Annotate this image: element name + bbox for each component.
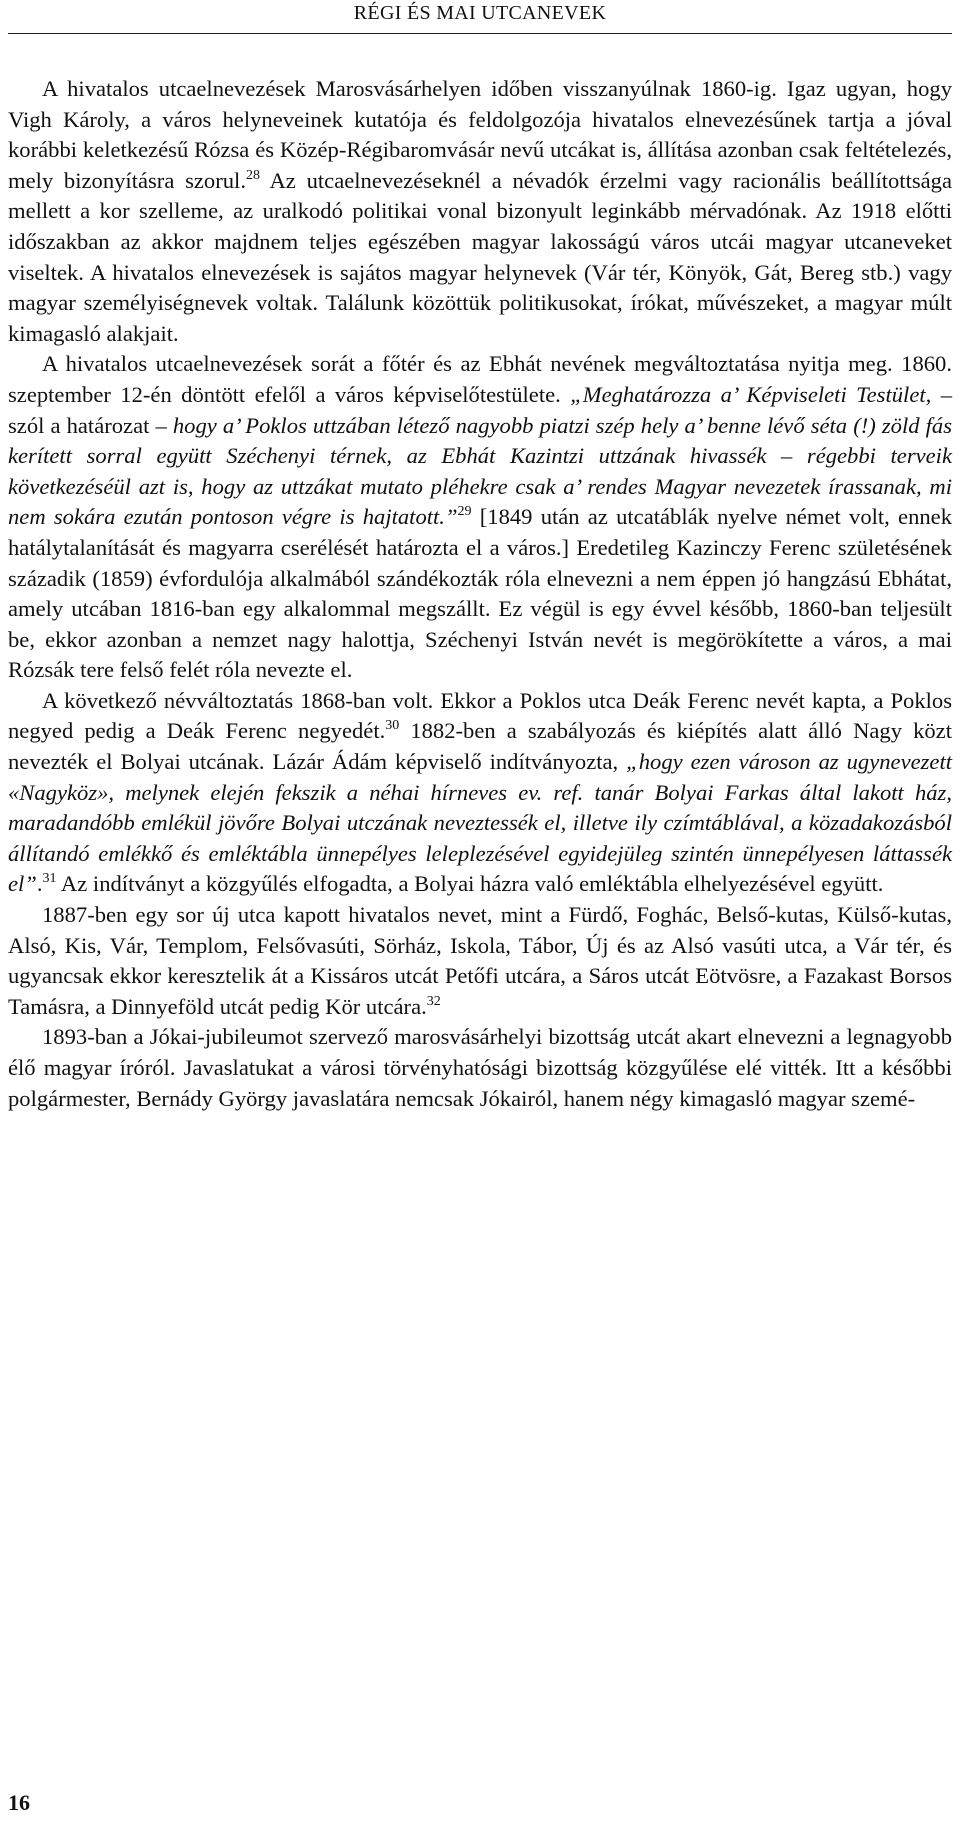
quoted-text: „Meghatározza a’ Képviseleti Testület,	[570, 381, 932, 407]
text-run: [1849 után az utcatáblák nyelve német volt, ennek hatálytalanítását és magyarra cserélését határozta el a város.] Eredetileg Kazinczy Ferenc születésének századik (1859) évfordulója alkalmából szándékozták róla elnevezni a nem éppen jó hangzású Ebhátat, amely utcában 1816-ban egy alkalommal megszállt. Ez végül is egy évvel később, 1860-ban teljesült be, ekkor azonban a nemzet nagy halottja, Széchenyi István nevét is megörökítette a város, a mai Rózsák tere felső felét róla nevezte el.	[8, 504, 952, 683]
footnote-ref: 29	[457, 504, 472, 520]
page-number: 16	[8, 1790, 30, 1815]
text-run: Az indítványt a közgyűlés elfogadta, a Bolyai házra való emléktábla elhelyezésével együtt.	[56, 871, 884, 897]
paragraph	[8, 349, 952, 686]
body-text	[8, 74, 952, 1114]
footnote-ref: 28	[245, 167, 260, 183]
text-run: A következő névváltoztatás 1868-ban volt. Ekkor a Poklos utca Deák Ferenc nevét kapta, a Poklos negyed pedig a Deák Ferenc negyedét.	[8, 687, 952, 744]
footnote-ref: 30	[385, 718, 400, 734]
text-run: A hivatalos utcaelnevezések sorát a főtér és az Ebhát nevének megváltoztatása nyitja meg. 1860. szeptember 12-én döntött efelől a város képviselőtestülete.	[8, 351, 952, 407]
header-rule	[8, 33, 952, 34]
paragraph	[8, 74, 952, 349]
paragraph	[8, 1022, 952, 1114]
quoted-text: „hogy ezen városon az ugynevezett «Nagyköz», melynek elején fekszik a néhai hírneves ev. ref. tanár Bolyai Farkas által lakott ház, maradandóbb emlékül jövőre Bolyai utczának neveztessék el, illetve ily czímtáblával, a közadakozásból állítandó emlékkő és emléktábla ünnepélyes leleplezésével egyidejüleg szintén ünnepélyesen láttassék el”	[8, 749, 953, 897]
text-run: A hivatalos utcaelnevezések Marosvásárhelyen időben visszanyúlnak 1860-ig. Igaz ugyan, hogy Vigh Károly, a város helyneveinek kutatója és feldolgozója hivatalos elnevezésűnek tartja a jóval korábbi keletkezésű Rózsa és Közép-Régibaromvásár nevű utcákat is, állítása azonban csak feltételezés, mely bizonyításra szorul.	[8, 76, 952, 193]
footnote-ref: 32	[426, 993, 441, 1009]
running-title: RÉGI ÉS MAI UTCANEVEK	[353, 2, 607, 24]
text-run: Az utcaelnevezéseknél a névadók érzelmi vagy racionális beállítottsága mellett a kor szelleme, az uralkodó politikai vonal bizonyult leginkább mérvadónak. Az 1918 előtti időszakban az akkor majdnem teljes egészében magyar lakosságú város utcái magyar utcaneveket viseltek. A hivatalos elnevezések is sajátos magyar helynevek (Vár tér, Könyök, Gát, Bereg stb.) vagy magyar személyiségnevek voltak. Találunk közöttük politikusokat, írókat, művészeket, a magyar múlt kimagasló alakjait.	[8, 167, 952, 346]
footnote-ref: 31	[42, 871, 57, 887]
paragraph	[8, 686, 952, 900]
paragraph	[8, 900, 952, 1022]
text-run: 1887-ben egy sor új utca kapott hivatalos nevet, mint a Fürdő, Foghác, Belső-kutas, Külső-kutas, Alsó, Kis, Vár, Templom, Felsővasúti, Sörház, Iskola, Tábor, Új és az Alsó vasúti utca, a Vár tér, és ugyancsak ekkor keresztelik át a Kissáros utcát Petőfi utcára, a Sáros utcát Eötvösre, a Fazakast Borsos Tamásra, a Dinnyeföld utcát pedig Kör utcára.	[8, 902, 952, 1019]
text-run: 1882-ben a szabályozás és kiépítés alatt álló Nagy közt nevezték el Bolyai utcának. Lázár Ádám képviselő indítványozta,	[8, 718, 952, 775]
quoted-text: hogy a’ Poklos uttzában létező nagyobb piatzi szép hely a’ benne lévő séta (!) zöld fás kerített sorral együtt Széchenyi térnek, az Ebhát Kazintzi uttzának hivassék – régebbi terveik következéséül azt is, hogy az uttzákat mutato pléhekre csak a’ rendes Magyar nevezetek írassanak, mi nem sokára ezután pontoson végre is hajtatott.”	[8, 412, 952, 530]
text-run: 1893-ban a Jókai-jubileumot szervező marosvásárhelyi bizottság utcát akart elnevezni a legnagyobb élő magyar íróról. Javaslatukat a városi törvényhatósági bizottság közgyűlése elé vitték. Itt a későbbi polgármester, Bernády György javaslatára nemcsak Jókairól, hanem négy kimagasló magyar szemé-	[8, 1024, 952, 1111]
text-run: – szól a határozat –	[8, 381, 952, 438]
text-run: .	[36, 871, 43, 897]
